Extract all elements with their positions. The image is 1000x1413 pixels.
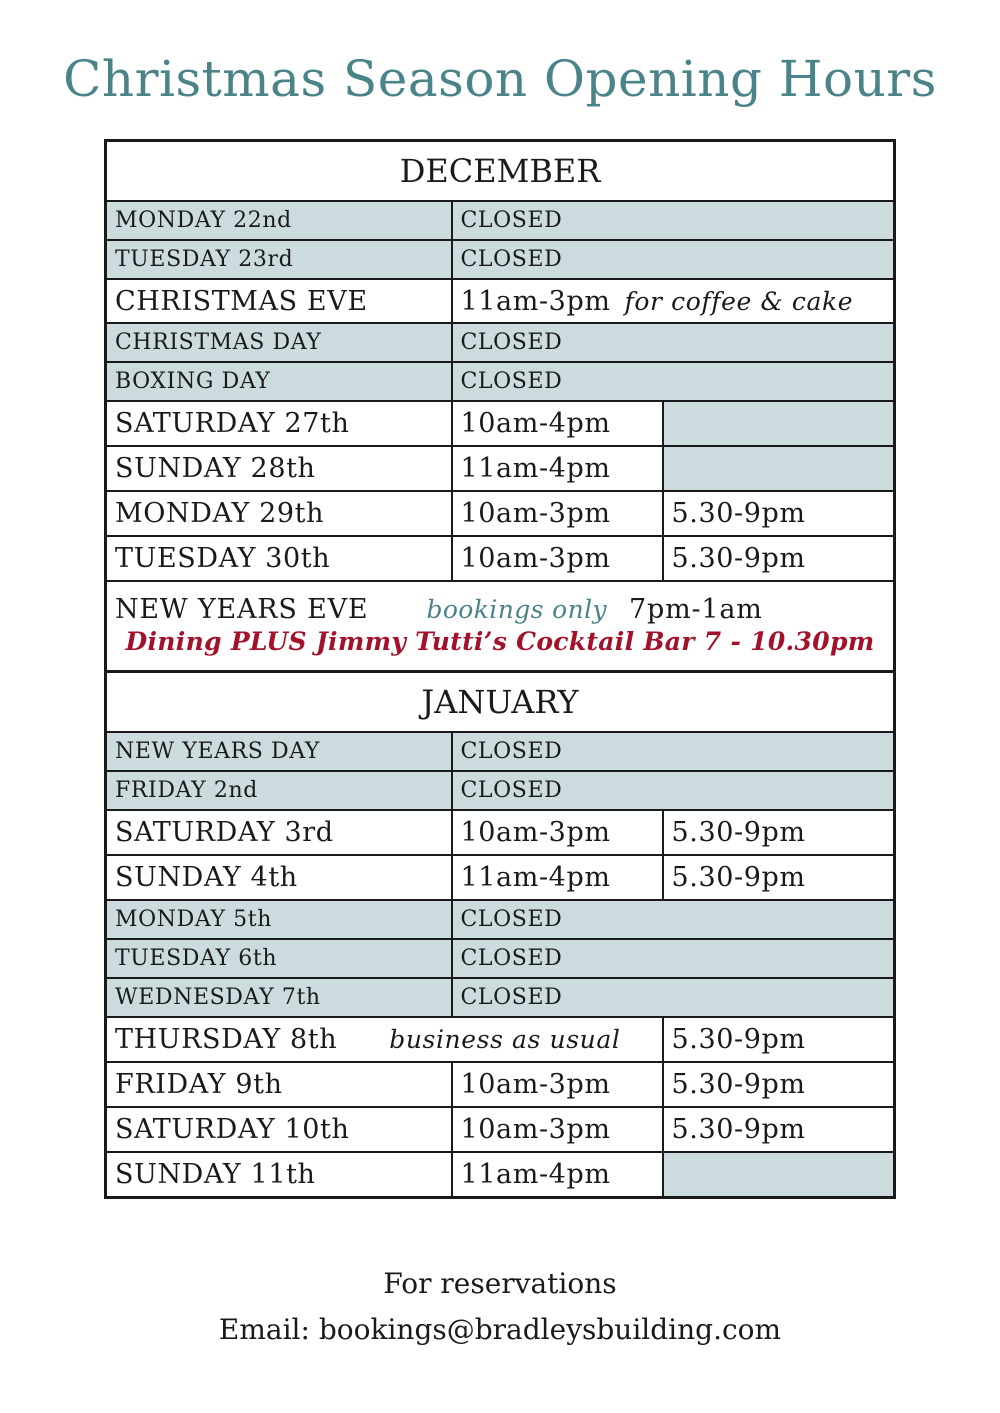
day-hours: 10am-3pm xyxy=(452,1107,663,1152)
table-row xyxy=(106,810,895,855)
table-row xyxy=(106,1017,895,1062)
day-label: MONDAY 29th xyxy=(106,491,452,536)
table-row xyxy=(106,1062,895,1107)
day-label: SATURDAY 3rd xyxy=(106,810,452,855)
day-label: CHRISTMAS EVE xyxy=(106,279,452,323)
day-label: NEW YEARS EVE xyxy=(115,594,369,625)
table-row xyxy=(106,978,895,1017)
table-row xyxy=(106,536,895,581)
day-label: CHRISTMAS DAY xyxy=(106,323,452,362)
day-label: SUNDAY 4th xyxy=(106,855,452,900)
day-note: business as usual xyxy=(389,1025,621,1054)
table-row xyxy=(106,401,895,446)
day-hours: 11am-4pm xyxy=(452,855,663,900)
status-closed: CLOSED xyxy=(452,771,895,810)
evening-hours: 5.30-9pm xyxy=(663,1107,895,1152)
table-row xyxy=(106,1152,895,1198)
status-closed: CLOSED xyxy=(452,201,895,240)
table-row xyxy=(106,446,895,491)
reservations-email: Email: bookings@bradleysbuilding.com xyxy=(218,1313,782,1346)
evening-hours: 5.30-9pm xyxy=(663,855,895,900)
status-closed: CLOSED xyxy=(452,323,895,362)
day-label: MONDAY 5th xyxy=(106,900,452,939)
new-years-eve-row xyxy=(106,581,895,672)
table-row xyxy=(106,855,895,900)
table-row xyxy=(106,732,895,771)
empty-evening-cell xyxy=(663,401,895,446)
evening-hours: 5.30-9pm xyxy=(663,491,895,536)
evening-hours: 5.30-9pm xyxy=(663,536,895,581)
status-closed: CLOSED xyxy=(452,900,895,939)
month-label: JANUARY xyxy=(106,672,895,733)
day-label: FRIDAY 2nd xyxy=(106,771,452,810)
day-hours: 11am-4pm xyxy=(452,446,663,491)
status-closed: CLOSED xyxy=(452,732,895,771)
day-hours: 10am-3pm xyxy=(452,1062,663,1107)
day-hours: 11am-3pm xyxy=(460,285,611,317)
table-row xyxy=(106,279,895,323)
nye-line xyxy=(107,582,893,625)
table-row xyxy=(106,900,895,939)
table-row xyxy=(106,491,895,536)
bookings-note: bookings only xyxy=(426,595,608,624)
day-label: SUNDAY 28th xyxy=(106,446,452,491)
day-label: TUESDAY 6th xyxy=(106,939,452,978)
nye-promo: Dining PLUS Jimmy Tutti’s Cocktail Bar 7 - 10.30pm xyxy=(125,627,875,656)
day-hours: 10am-3pm xyxy=(452,810,663,855)
table-row xyxy=(106,362,895,401)
month-header-december xyxy=(106,141,895,202)
day-label: NEW YEARS DAY xyxy=(106,732,452,771)
evening-hours: 5.30-9pm xyxy=(663,1017,895,1062)
day-label: THURSDAY 8th xyxy=(115,1024,338,1055)
table-row xyxy=(106,240,895,279)
day-label: WEDNESDAY 7th xyxy=(106,978,452,1017)
table-row xyxy=(106,201,895,240)
month-header-january xyxy=(106,672,895,733)
new-years-eve-cell xyxy=(106,581,895,672)
month-label: DECEMBER xyxy=(106,141,895,202)
reservations-heading: For reservations xyxy=(383,1267,617,1300)
day-label: BOXING DAY xyxy=(106,362,452,401)
day-label: TUESDAY 30th xyxy=(106,536,452,581)
day-label: FRIDAY 9th xyxy=(106,1062,452,1107)
status-closed: CLOSED xyxy=(452,939,895,978)
day-and-note-cell xyxy=(106,1017,663,1062)
table-row xyxy=(106,1107,895,1152)
opening-hours-table xyxy=(104,139,896,1199)
table-row xyxy=(106,939,895,978)
empty-evening-cell xyxy=(663,446,895,491)
evening-hours: 5.30-9pm xyxy=(663,1062,895,1107)
evening-hours: 5.30-9pm xyxy=(663,810,895,855)
status-closed: CLOSED xyxy=(452,978,895,1017)
day-hours: 7pm-1am xyxy=(629,594,763,625)
day-label: SATURDAY 10th xyxy=(106,1107,452,1152)
day-hours: 10am-3pm xyxy=(452,536,663,581)
day-label: TUESDAY 23rd xyxy=(106,240,452,279)
empty-evening-cell xyxy=(663,1152,895,1198)
table-row xyxy=(106,323,895,362)
day-hours: 11am-4pm xyxy=(452,1152,663,1198)
day-hours: 10am-4pm xyxy=(452,401,663,446)
day-label: SATURDAY 27th xyxy=(106,401,452,446)
day-hours: 10am-3pm xyxy=(452,491,663,536)
status-closed: CLOSED xyxy=(452,240,895,279)
page-title: Christmas Season Opening Hours xyxy=(63,50,937,108)
day-note: for coffee & cake xyxy=(624,286,854,316)
hours-cell xyxy=(452,279,895,323)
status-closed: CLOSED xyxy=(452,362,895,401)
day-label: MONDAY 22nd xyxy=(106,201,452,240)
table-row xyxy=(106,771,895,810)
day-label: SUNDAY 11th xyxy=(106,1152,452,1198)
